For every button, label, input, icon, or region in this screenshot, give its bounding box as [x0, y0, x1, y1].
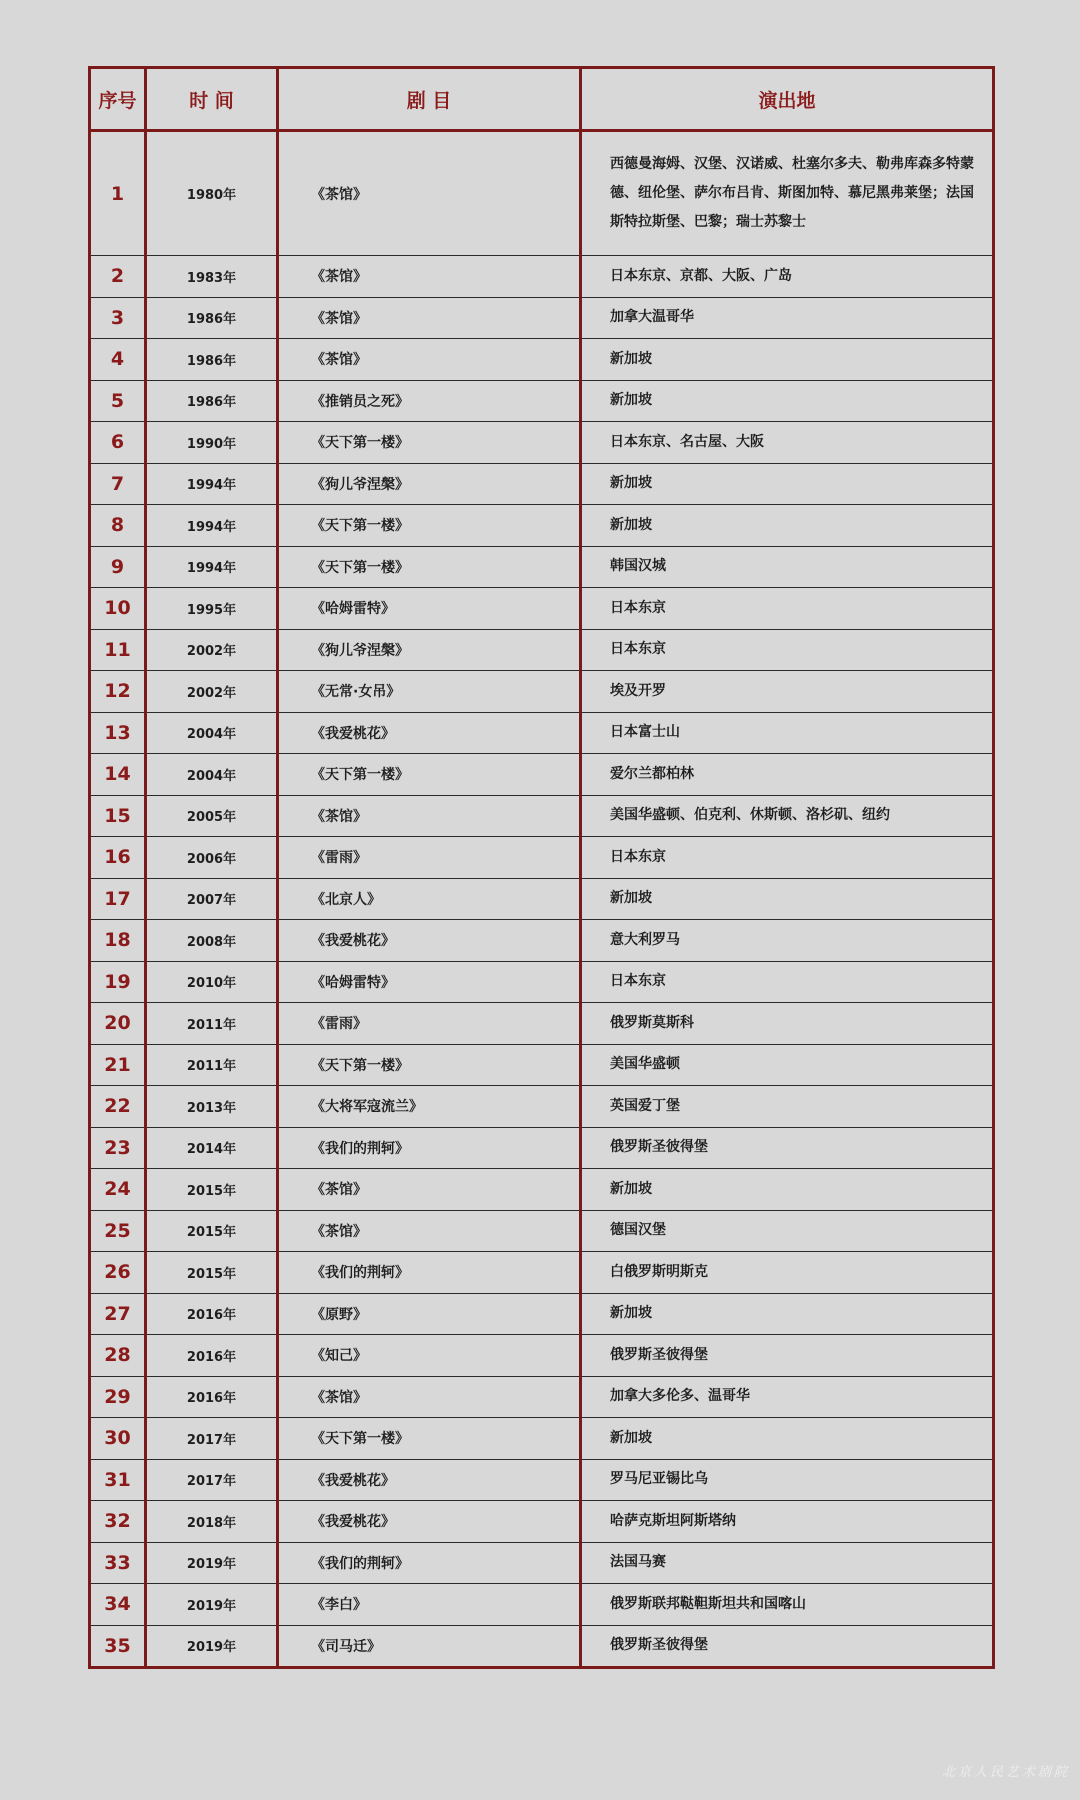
table-row [90, 1584, 994, 1626]
cell-year: 2004年 [146, 754, 278, 796]
table-row [90, 131, 994, 256]
table-row [90, 1210, 994, 1252]
cell-year: 1986年 [146, 339, 278, 381]
cell-place: 韩国汉城 [581, 546, 994, 588]
cell-title: 《天下第一楼》 [278, 754, 581, 796]
cell-place: 美国华盛顿 [581, 1044, 994, 1086]
cell-place: 加拿大温哥华 [581, 297, 994, 339]
cell-title: 《北京人》 [278, 878, 581, 920]
cell-place: 新加坡 [581, 505, 994, 547]
cell-title: 《我们的荆轲》 [278, 1127, 581, 1169]
cell-no: 33 [90, 1542, 146, 1584]
cell-title: 《我爱桃花》 [278, 1501, 581, 1543]
cell-year: 2011年 [146, 1044, 278, 1086]
cell-year: 2016年 [146, 1293, 278, 1335]
cell-place: 新加坡 [581, 1293, 994, 1335]
cell-place: 意大利罗马 [581, 920, 994, 962]
cell-title: 《狗儿爷涅槃》 [278, 463, 581, 505]
cell-no: 35 [90, 1625, 146, 1668]
cell-year: 2019年 [146, 1584, 278, 1626]
cell-no: 30 [90, 1418, 146, 1460]
cell-title: 《天下第一楼》 [278, 422, 581, 464]
cell-title: 《茶馆》 [278, 795, 581, 837]
cell-year: 2008年 [146, 920, 278, 962]
cell-no: 21 [90, 1044, 146, 1086]
cell-place: 埃及开罗 [581, 671, 994, 713]
cell-year: 1994年 [146, 546, 278, 588]
cell-title: 《天下第一楼》 [278, 1418, 581, 1460]
cell-title: 《茶馆》 [278, 256, 581, 298]
cell-no: 2 [90, 256, 146, 298]
cell-year: 2018年 [146, 1501, 278, 1543]
cell-year: 2002年 [146, 629, 278, 671]
cell-place: 新加坡 [581, 1418, 994, 1460]
table-row [90, 837, 994, 879]
cell-no: 20 [90, 1003, 146, 1045]
cell-year: 2004年 [146, 712, 278, 754]
table-row [90, 1418, 994, 1460]
cell-title: 《雷雨》 [278, 1003, 581, 1045]
cell-no: 24 [90, 1169, 146, 1211]
cell-year: 2016年 [146, 1335, 278, 1377]
cell-no: 15 [90, 795, 146, 837]
cell-title: 《无常·女吊》 [278, 671, 581, 713]
cell-year: 1995年 [146, 588, 278, 630]
table-row [90, 1252, 994, 1294]
cell-title: 《我们的荆轲》 [278, 1542, 581, 1584]
watermark: 北京人民艺术剧院 [941, 1765, 1070, 1780]
cell-year: 2014年 [146, 1127, 278, 1169]
cell-no: 12 [90, 671, 146, 713]
table-row [90, 1293, 994, 1335]
cell-title: 《原野》 [278, 1293, 581, 1335]
table-row [90, 256, 994, 298]
table-row [90, 1044, 994, 1086]
cell-title: 《哈姆雷特》 [278, 588, 581, 630]
cell-no: 1 [90, 131, 146, 256]
cell-year: 2007年 [146, 878, 278, 920]
header-no: 序号 [90, 68, 146, 131]
cell-title: 《茶馆》 [278, 339, 581, 381]
cell-no: 14 [90, 754, 146, 796]
table-row [90, 1003, 994, 1045]
cell-place: 日本东京、京都、大阪、广岛 [581, 256, 994, 298]
table-row [90, 920, 994, 962]
header-row [90, 68, 994, 131]
cell-no: 23 [90, 1127, 146, 1169]
cell-year: 1990年 [146, 422, 278, 464]
cell-place: 日本东京、名古屋、大阪 [581, 422, 994, 464]
cell-no: 19 [90, 961, 146, 1003]
cell-year: 2015年 [146, 1252, 278, 1294]
cell-no: 28 [90, 1335, 146, 1377]
table-row [90, 712, 994, 754]
cell-place: 日本东京 [581, 588, 994, 630]
table-row [90, 380, 994, 422]
cell-title: 《茶馆》 [278, 1210, 581, 1252]
table-row [90, 1376, 994, 1418]
header-place: 演出地 [581, 68, 994, 131]
cell-title: 《天下第一楼》 [278, 546, 581, 588]
cell-place: 日本东京 [581, 961, 994, 1003]
cell-no: 27 [90, 1293, 146, 1335]
cell-no: 29 [90, 1376, 146, 1418]
table-row [90, 629, 994, 671]
cell-year: 1980年 [146, 131, 278, 256]
table-row [90, 1542, 994, 1584]
cell-title: 《天下第一楼》 [278, 505, 581, 547]
cell-title: 《李白》 [278, 1584, 581, 1626]
cell-place: 新加坡 [581, 1169, 994, 1211]
cell-no: 8 [90, 505, 146, 547]
cell-place: 新加坡 [581, 878, 994, 920]
table-row [90, 795, 994, 837]
cell-place: 俄罗斯圣彼得堡 [581, 1335, 994, 1377]
cell-title: 《茶馆》 [278, 297, 581, 339]
table-row [90, 588, 994, 630]
cell-no: 32 [90, 1501, 146, 1543]
cell-title: 《司马迁》 [278, 1625, 581, 1668]
table-row [90, 422, 994, 464]
cell-year: 2016年 [146, 1376, 278, 1418]
cell-place: 俄罗斯莫斯科 [581, 1003, 994, 1045]
cell-year: 2017年 [146, 1418, 278, 1460]
cell-year: 1986年 [146, 380, 278, 422]
cell-year: 2010年 [146, 961, 278, 1003]
table-row [90, 297, 994, 339]
cell-title: 《大将军寇流兰》 [278, 1086, 581, 1128]
cell-no: 26 [90, 1252, 146, 1294]
cell-place: 罗马尼亚锡比乌 [581, 1459, 994, 1501]
table-row [90, 1625, 994, 1668]
table-row [90, 878, 994, 920]
cell-title: 《茶馆》 [278, 131, 581, 256]
table-row [90, 505, 994, 547]
cell-year: 2015年 [146, 1169, 278, 1211]
cell-no: 10 [90, 588, 146, 630]
performance-table [88, 66, 995, 1669]
cell-place: 白俄罗斯明斯克 [581, 1252, 994, 1294]
cell-place: 俄罗斯圣彼得堡 [581, 1127, 994, 1169]
cell-year: 2019年 [146, 1625, 278, 1668]
cell-title: 《推销员之死》 [278, 380, 581, 422]
cell-place: 美国华盛顿、伯克利、休斯顿、洛杉矶、纽约 [581, 795, 994, 837]
cell-year: 2011年 [146, 1003, 278, 1045]
cell-title: 《狗儿爷涅槃》 [278, 629, 581, 671]
table-row [90, 1127, 994, 1169]
cell-place: 俄罗斯圣彼得堡 [581, 1625, 994, 1668]
table-row [90, 1169, 994, 1211]
cell-no: 22 [90, 1086, 146, 1128]
cell-year: 2019年 [146, 1542, 278, 1584]
table-row [90, 1459, 994, 1501]
cell-title: 《我爱桃花》 [278, 712, 581, 754]
table-row [90, 754, 994, 796]
cell-place: 爱尔兰都柏林 [581, 754, 994, 796]
table-row [90, 546, 994, 588]
cell-place: 日本富士山 [581, 712, 994, 754]
cell-year: 2017年 [146, 1459, 278, 1501]
cell-year: 1994年 [146, 463, 278, 505]
cell-year: 2013年 [146, 1086, 278, 1128]
cell-place: 新加坡 [581, 380, 994, 422]
cell-place: 新加坡 [581, 339, 994, 381]
cell-no: 13 [90, 712, 146, 754]
cell-title: 《我爱桃花》 [278, 1459, 581, 1501]
cell-no: 17 [90, 878, 146, 920]
cell-place: 加拿大多伦多、温哥华 [581, 1376, 994, 1418]
cell-place: 哈萨克斯坦阿斯塔纳 [581, 1501, 994, 1543]
cell-place: 法国马赛 [581, 1542, 994, 1584]
cell-place: 新加坡 [581, 463, 994, 505]
cell-place: 日本东京 [581, 837, 994, 879]
cell-no: 5 [90, 380, 146, 422]
cell-title: 《茶馆》 [278, 1169, 581, 1211]
cell-no: 11 [90, 629, 146, 671]
cell-no: 3 [90, 297, 146, 339]
cell-no: 25 [90, 1210, 146, 1252]
cell-title: 《茶馆》 [278, 1376, 581, 1418]
cell-title: 《知己》 [278, 1335, 581, 1377]
table-row [90, 1501, 994, 1543]
table-row [90, 961, 994, 1003]
cell-place: 日本东京 [581, 629, 994, 671]
cell-year: 1994年 [146, 505, 278, 547]
table-row [90, 1335, 994, 1377]
cell-year: 2006年 [146, 837, 278, 879]
cell-place: 西德曼海姆、汉堡、汉诺威、杜塞尔多夫、勒弗库森多特蒙德、纽伦堡、萨尔布吕肯、斯图加特、慕尼黑弗莱堡；法国斯特拉斯堡、巴黎；瑞士苏黎士 [581, 131, 994, 256]
cell-no: 7 [90, 463, 146, 505]
cell-title: 《我们的荆轲》 [278, 1252, 581, 1294]
cell-no: 18 [90, 920, 146, 962]
table-body [90, 131, 994, 1668]
cell-no: 4 [90, 339, 146, 381]
table-row [90, 671, 994, 713]
cell-place: 德国汉堡 [581, 1210, 994, 1252]
cell-year: 2002年 [146, 671, 278, 713]
cell-year: 2005年 [146, 795, 278, 837]
table-row [90, 1086, 994, 1128]
cell-year: 2015年 [146, 1210, 278, 1252]
cell-title: 《哈姆雷特》 [278, 961, 581, 1003]
cell-no: 9 [90, 546, 146, 588]
cell-title: 《我爱桃花》 [278, 920, 581, 962]
cell-title: 《天下第一楼》 [278, 1044, 581, 1086]
cell-place: 英国爱丁堡 [581, 1086, 994, 1128]
header-time: 时 间 [146, 68, 278, 131]
cell-no: 16 [90, 837, 146, 879]
cell-year: 1986年 [146, 297, 278, 339]
cell-no: 34 [90, 1584, 146, 1626]
header-title: 剧 目 [278, 68, 581, 131]
cell-place: 俄罗斯联邦鞑靼斯坦共和国喀山 [581, 1584, 994, 1626]
cell-title: 《雷雨》 [278, 837, 581, 879]
table-row [90, 463, 994, 505]
table-row [90, 339, 994, 381]
cell-no: 6 [90, 422, 146, 464]
cell-year: 1983年 [146, 256, 278, 298]
cell-no: 31 [90, 1459, 146, 1501]
